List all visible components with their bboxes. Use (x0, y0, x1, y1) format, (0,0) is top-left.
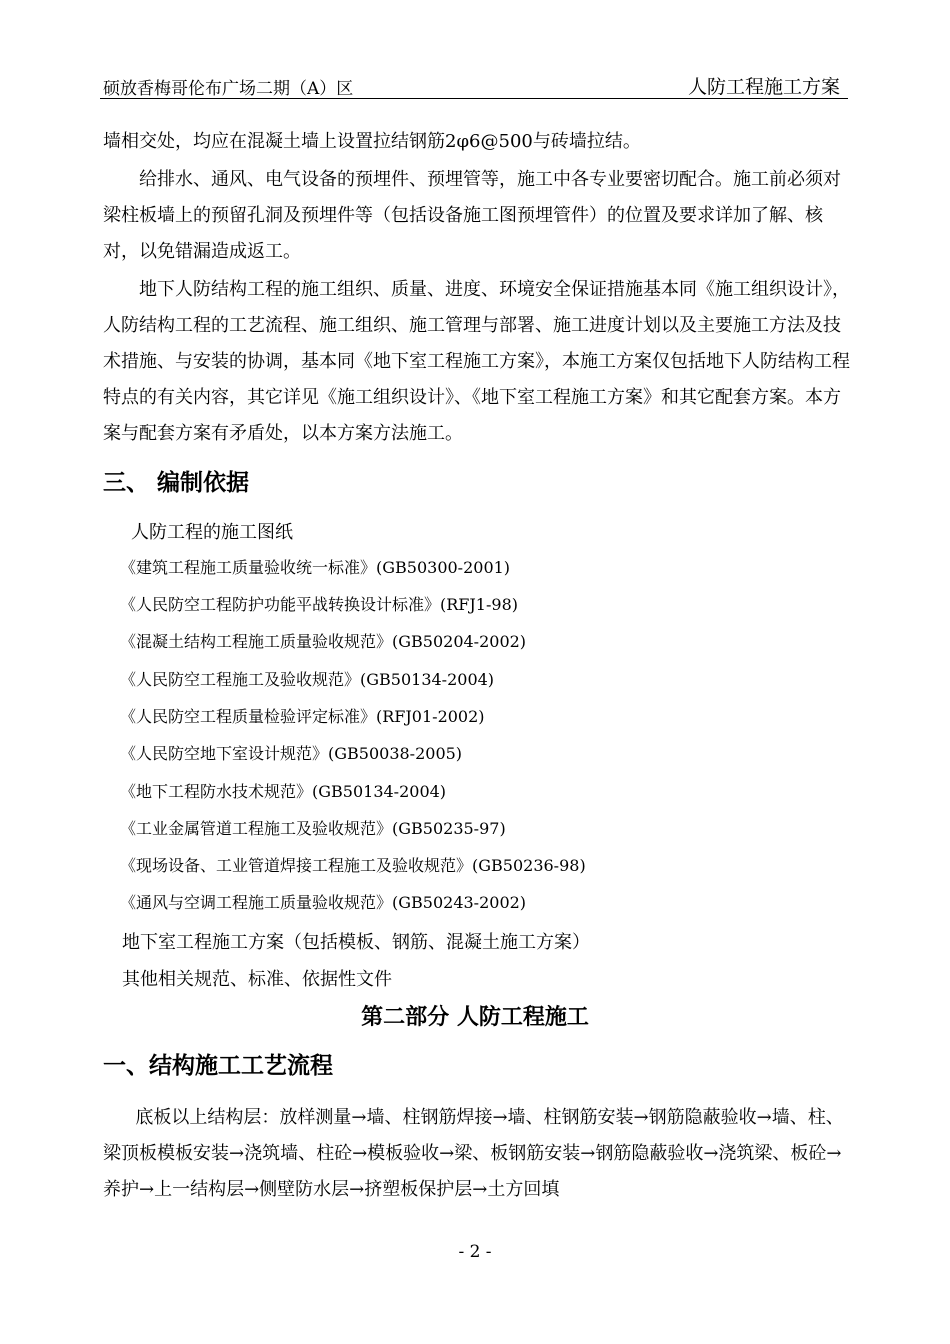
reference-item: 《工业金属管道工程施工及验收规范》(GB50235-97) (120, 819, 506, 838)
reference-item: 《建筑工程施工质量验收统一标准》(GB50300-2001) (120, 558, 511, 577)
section-1-heading: 一、结构施工工艺流程 (103, 1053, 333, 1079)
header-project-name: 硕放香梅哥伦布广场二期（A）区 (103, 79, 354, 99)
reference-item: 《人民防空工程质量检验评定标准》(RFJ01-2002) (120, 707, 485, 726)
reference-item: 《现场设备、工业管道焊接工程施工及验收规范》(GB50236-98) (120, 856, 586, 875)
page-number: - 2 - (458, 1242, 492, 1262)
reference-item: 《混凝土结构工程施工质量验收规范》(GB50204-2002) (120, 632, 527, 651)
reference-item: 人防工程的施工图纸 (131, 522, 293, 543)
body-paragraph-1: 墙相交处，均应在混凝土墙上设置拉结钢筋2φ6@500与砖墙拉结。 (103, 131, 641, 152)
reference-item: 《人民防空工程施工及验收规范》(GB50134-2004) (120, 670, 495, 689)
section-3-heading: 三、 编制依据 (103, 470, 250, 496)
reference-item: 地下室工程施工方案（包括模板、钢筋、混凝土施工方案） (122, 932, 590, 953)
body-paragraph-3: 地下人防结构工程的施工组织、质量、进度、环境安全保证措施基本同《施工组织设计》，人防结构工程的工艺流程、施工组织、施工管理与部署、施工进度计划以及主要施工方法及技术措施、与安装的协调，基本同《地下室工程施工方案》，本施工方案仅包括地下人防结构工程特点的有关内容，其它详见《施工组织设计》、《地下室工程施工方案》和其它配套方案。本方案与配套方案有矛盾处，以本方案方法施工。 (103, 279, 850, 444)
reference-item: 其他相关规范、标准、依据性文件 (122, 969, 392, 990)
header-rule (100, 98, 848, 99)
header-document-title: 人防工程施工方案 (687, 76, 840, 98)
reference-item: 《人民防空地下室设计规范》(GB50038-2005) (120, 744, 463, 763)
reference-item: 《人民防空工程防护功能平战转换设计标准》(RFJ1-98) (120, 595, 518, 614)
reference-item: 《通风与空调工程施工质量验收规范》(GB50243-2002) (120, 893, 527, 912)
body-paragraph-2: 给排水、通风、电气设备的预埋件、预埋管等，施工中各专业要密切配合。施工前必须对梁柱板墙上的预留孔洞及预埋件等（包括设备施工图预埋管件）的位置及要求详加了解、核对，以免错漏造成返工。 (103, 169, 841, 262)
process-flow-paragraph: 底板以上结构层：放样测量→墙、柱钢筋焊接→墙、柱钢筋安装→钢筋隐蔽验收→墙、柱、梁顶板模板安装→浇筑墙、柱砼→模板验收→梁、板钢筋安装→钢筋隐蔽验收→浇筑梁、板砼→养护→上一结构层→侧壁防水层→挤塑板保护层→土方回填 (103, 1107, 844, 1200)
reference-item: 《地下工程防水技术规范》(GB50134-2004) (120, 782, 447, 801)
part-2-heading: 第二部分 人防工程施工 (361, 1005, 589, 1030)
